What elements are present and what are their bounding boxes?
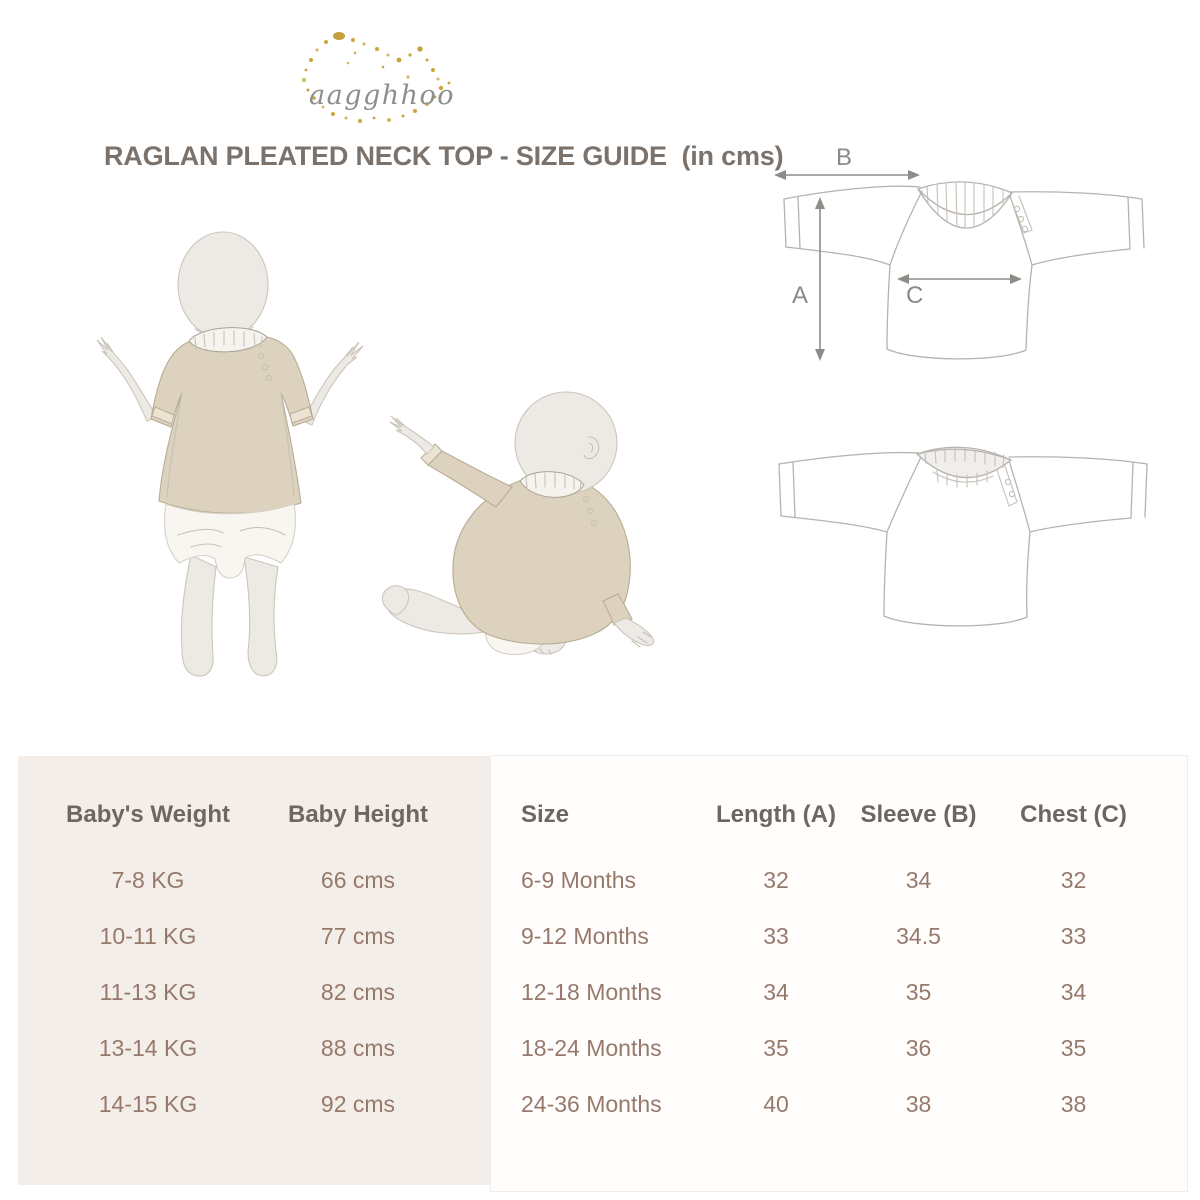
column-header: Baby's Weight [66, 801, 230, 828]
logo-text: aagghhoo [309, 80, 456, 111]
standing-baby-illustration [95, 225, 365, 690]
chest-dimension-arrow [897, 274, 1022, 309]
sleeve-label: B [836, 144, 853, 171]
table-row [491, 964, 1187, 1020]
length-dimension-arrow [792, 197, 825, 361]
chest-label: C [906, 282, 924, 309]
garment-back-diagram [765, 420, 1160, 640]
brand-logo [293, 25, 461, 133]
size-table-header [491, 786, 1187, 844]
table-cell: 18-24 Months [521, 1034, 662, 1061]
sleeve-dimension-arrow [774, 144, 920, 180]
column-header: Length (A) [716, 801, 836, 828]
table-cell: 6-9 Months [521, 866, 637, 893]
table-cell: 34.5 [896, 922, 941, 949]
column-header: Size [521, 801, 570, 828]
weight-height-table [18, 756, 490, 1185]
size-table-rows [491, 852, 1187, 1132]
table-cell: 11-13 KG [99, 978, 197, 1005]
table-cell: 34 [905, 866, 932, 893]
table-cell: 33 [763, 922, 789, 949]
table-cell: 38 [905, 1090, 932, 1117]
table-row [18, 908, 490, 964]
weight-table-rows [18, 852, 490, 1132]
table-cell: 77 cms [320, 922, 396, 949]
table-cell: 14-15 KG [98, 1090, 198, 1117]
weight-table-header [18, 786, 490, 844]
table-cell: 10-11 KG [99, 922, 197, 949]
table-row [18, 852, 490, 908]
table-cell: 35 [763, 1034, 789, 1061]
table-cell: 82 cms [320, 978, 396, 1005]
table-cell: 92 cms [320, 1090, 396, 1117]
table-row [491, 1020, 1187, 1076]
table-cell: 33 [1060, 922, 1087, 949]
table-cell: 36 [905, 1034, 932, 1061]
table-row [18, 1076, 490, 1132]
table-cell: 32 [1060, 866, 1087, 893]
table-cell: 34 [1060, 978, 1087, 1005]
column-header: Baby Height [287, 801, 428, 828]
table-cell: 12-18 Months [521, 978, 662, 1005]
table-cell: 35 [905, 978, 932, 1005]
table-cell: 66 cms [320, 866, 396, 893]
garment-front-diagram [770, 135, 1160, 385]
table-cell: 40 [763, 1090, 789, 1117]
table-cell: 7-8 KG [111, 866, 185, 893]
logo-dots-icon [293, 25, 461, 133]
sitting-baby-illustration [360, 385, 680, 700]
table-row [18, 1020, 490, 1076]
table-row [491, 1076, 1187, 1132]
table-cell: 32 [763, 866, 789, 893]
table-cell: 35 [1060, 1034, 1087, 1061]
length-label: A [792, 282, 809, 309]
table-cell: 24-36 Months [521, 1090, 662, 1117]
table-cell: 38 [1060, 1090, 1087, 1117]
size-measurements-table [490, 755, 1188, 1192]
table-cell: 88 cms [320, 1034, 396, 1061]
column-header: Sleeve (B) [860, 801, 977, 828]
table-row [18, 964, 490, 1020]
table-row [491, 852, 1187, 908]
table-cell: 9-12 Months [521, 922, 649, 949]
table-cell: 34 [763, 978, 789, 1005]
column-header: Chest (C) [1020, 801, 1127, 828]
table-cell: 13-14 KG [98, 1034, 198, 1061]
page-title: RAGLAN PLEATED NECK TOP - SIZE GUIDE (in cms) [104, 141, 784, 171]
table-row [491, 908, 1187, 964]
